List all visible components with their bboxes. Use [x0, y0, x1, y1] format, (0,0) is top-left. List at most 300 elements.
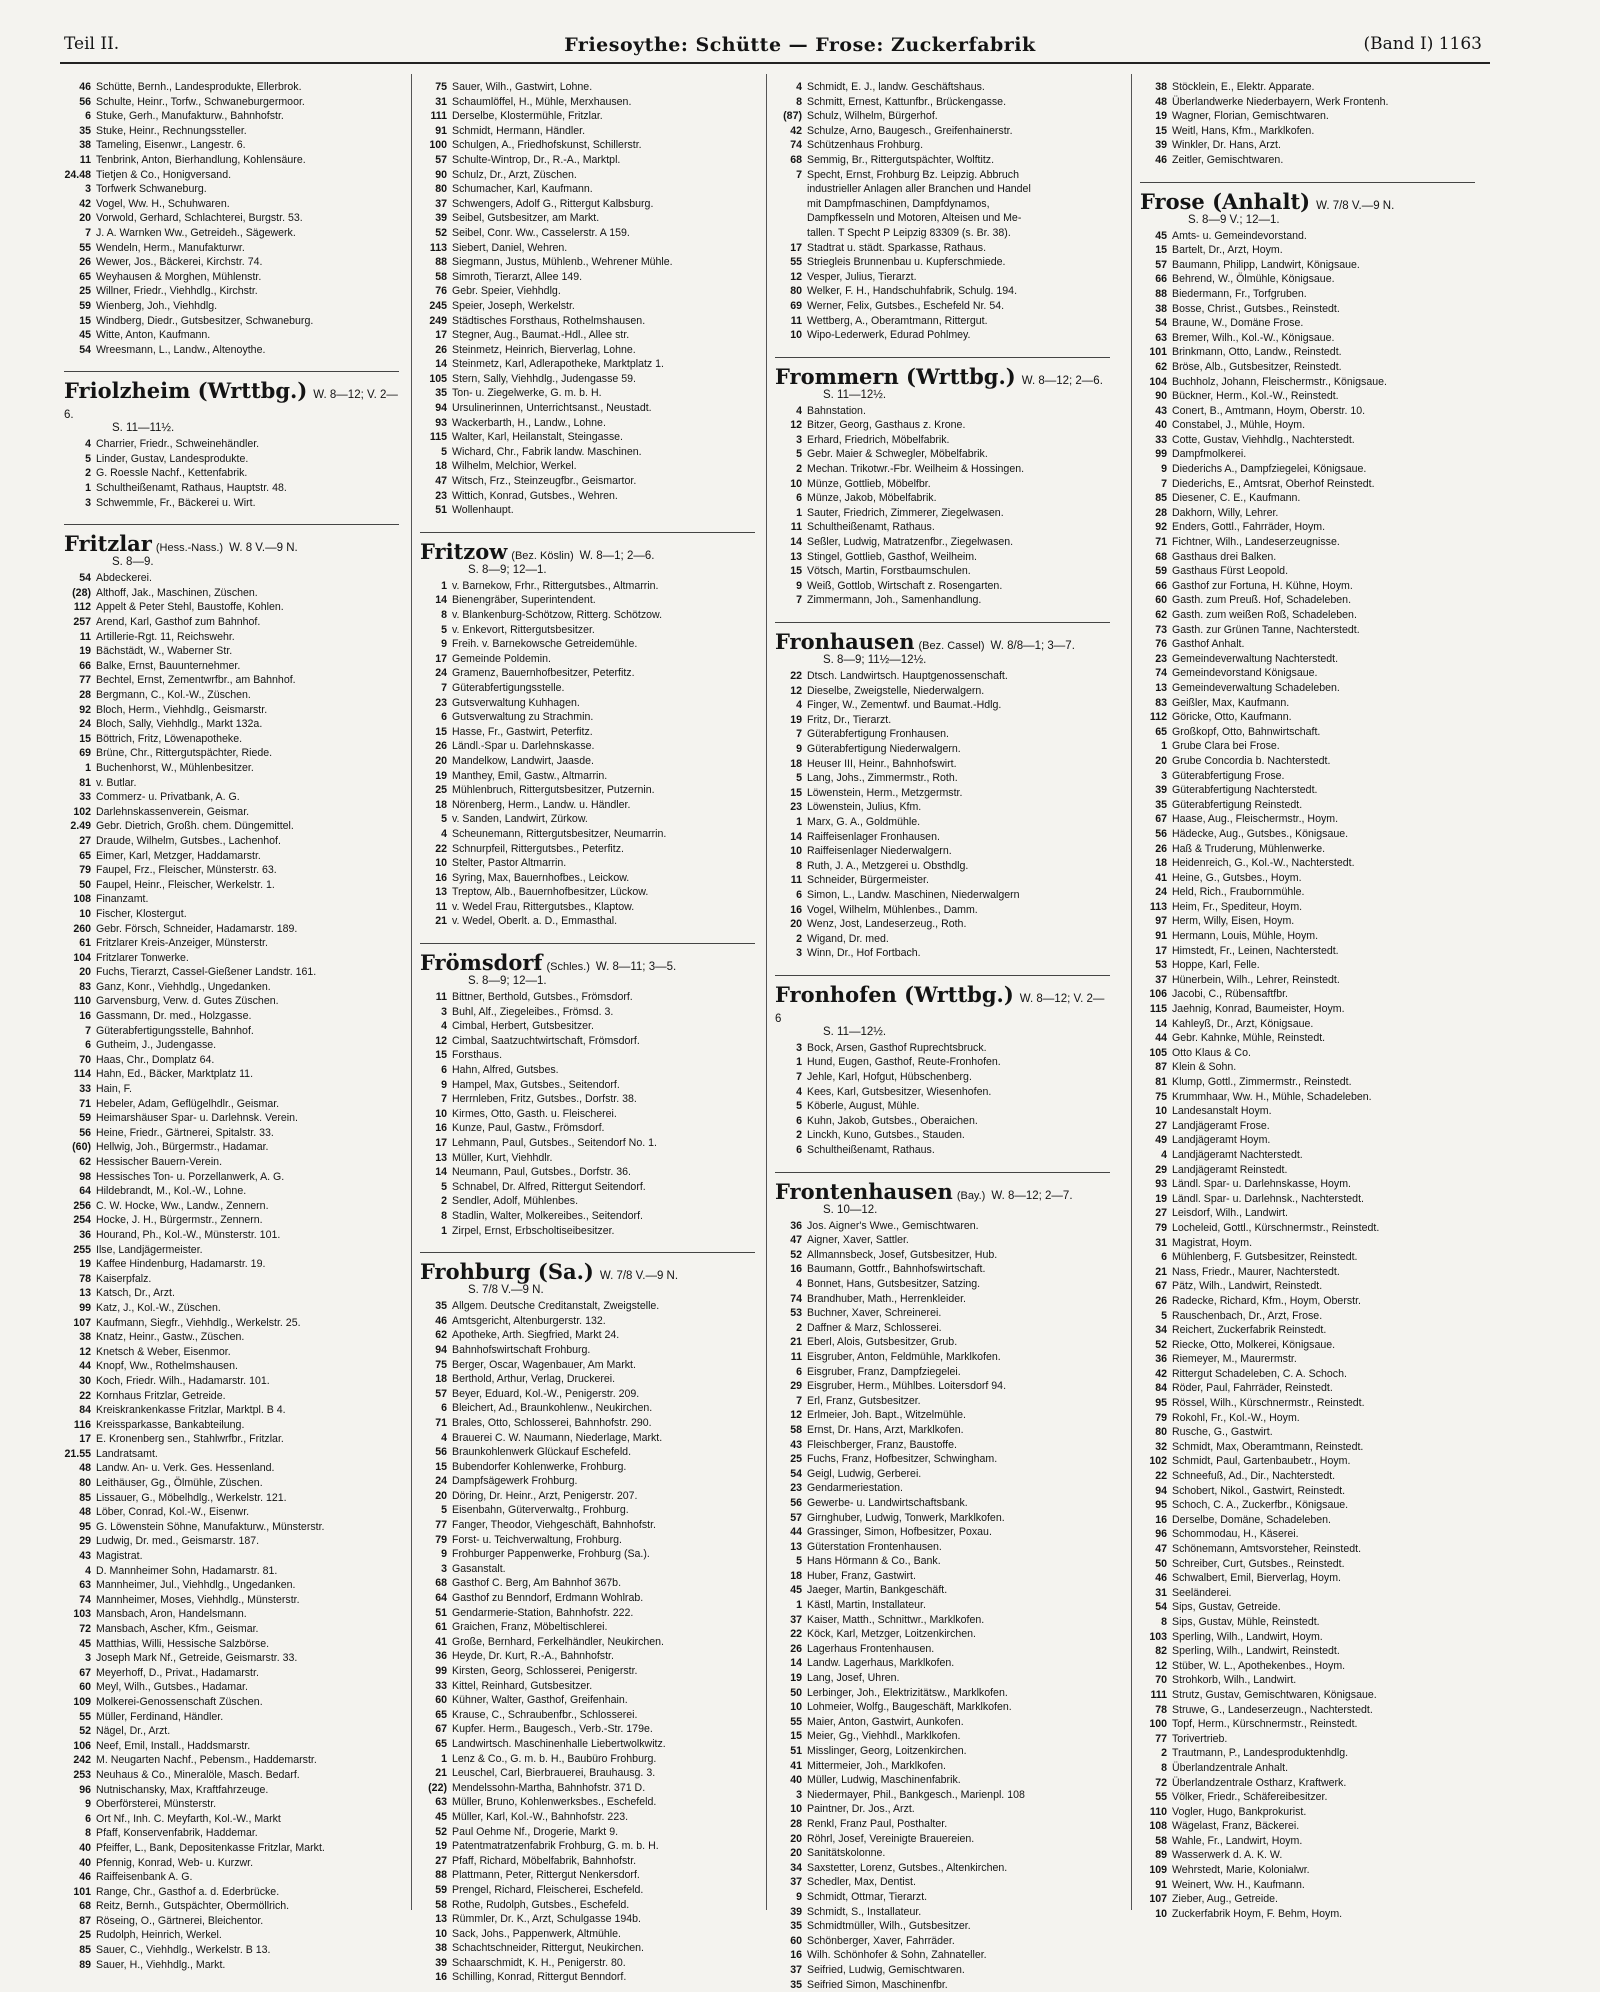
- directory-entry: [775, 684, 1110, 699]
- entry-text: Knopf, Ww., Rothelmshausen.: [96, 1359, 238, 1374]
- directory-entry: [420, 1372, 755, 1387]
- entry-text: Gemeinde Poldemin.: [452, 652, 551, 667]
- entry-text: Bahnstation.: [807, 404, 866, 419]
- directory-entry: [1140, 1892, 1475, 1907]
- entry-text: Freih. v. Barnekowsche Getreidemühle.: [452, 637, 637, 652]
- entry-text: Ursulinerinnen, Unterrichtsanst., Neustadt.: [452, 401, 652, 416]
- entry-text: Stuke, Gerh., Manufakturw., Bahnhofstr.: [96, 109, 284, 124]
- directory-entry: [1140, 1863, 1475, 1878]
- entry-text: Rümmler, Dr. K., Arzt, Schulgasse 194b.: [452, 1912, 641, 1927]
- phone-number: 41: [775, 1759, 807, 1774]
- entry-text: Wilh. Schönhofer & Sohn, Zahnateller.: [807, 1948, 987, 1963]
- phone-number: 17: [420, 328, 452, 343]
- entry-text: Gassmann, Dr. med., Holzgasse.: [96, 1009, 251, 1024]
- entry-text: Herrnleben, Fritz, Gutsbes., Dorfstr. 38.: [452, 1092, 637, 1107]
- directory-entry: [64, 746, 399, 761]
- phone-number: 19: [64, 1257, 96, 1272]
- entry-text: Wagner, Florian, Gemischtwaren.: [1172, 109, 1329, 124]
- entry-text: Böttrich, Fritz, Löwenapotheke.: [96, 732, 242, 747]
- entry-text: Reitz, Bernh., Gutspächter, Obermöllrich.: [96, 1899, 289, 1914]
- town-region: (Schles.): [546, 961, 589, 973]
- directory-entry: [1140, 124, 1475, 139]
- town-name: Friolzheim (Wrttbg.): [64, 378, 307, 403]
- phone-number: [775, 197, 807, 212]
- phone-number: 15: [420, 725, 452, 740]
- phone-number: 87: [1140, 1060, 1172, 1075]
- directory-entry: [775, 447, 1110, 462]
- entry-text: Artillerie-Rgt. 11, Reichswehr.: [96, 630, 235, 645]
- phone-number: 7: [420, 1092, 452, 1107]
- entry-text: Nutnischansky, Max, Kraftfahrzeuge.: [96, 1783, 268, 1798]
- directory-entry: [1140, 1659, 1475, 1674]
- entry-text: Tietjen & Co., Honigversand.: [96, 168, 231, 183]
- phone-number: 1: [420, 1752, 452, 1767]
- phone-number: 37: [775, 1875, 807, 1890]
- phone-number: 15: [420, 1048, 452, 1063]
- directory-entry: [64, 1140, 399, 1155]
- phone-number: 81: [1140, 1075, 1172, 1090]
- directory-entry: [64, 1257, 399, 1272]
- office-hours-weekday: W. 8 V.—9 N.: [229, 542, 298, 554]
- directory-entry: [1140, 1060, 1475, 1075]
- directory-entry: [1140, 754, 1475, 769]
- phone-number: 13: [420, 885, 452, 900]
- directory-entry: [775, 299, 1110, 314]
- entry-text: Herm, Willy, Eisen, Hoym.: [1172, 914, 1294, 929]
- entry-text: Weiß, Gottlob, Wirtschaft z. Rosengarten.: [807, 579, 1002, 594]
- phone-number: 77: [64, 673, 96, 688]
- entry-text: Rokohl, Fr., Kol.-W., Hoym.: [1172, 1411, 1300, 1426]
- entry-text: Stegner, Aug., Baumat.-Hdl., Allee str.: [452, 328, 629, 343]
- directory-entry: [1140, 1323, 1475, 1338]
- directory-entry: [775, 477, 1110, 492]
- entry-text: Röhrl, Josef, Vereinigte Brauereien.: [807, 1832, 974, 1847]
- entry-text: Fritzlarer Tonwerke.: [96, 951, 189, 966]
- entry-text: Landjägeramt Reinstedt.: [1172, 1163, 1287, 1178]
- entry-text: Köberle, August, Mühle.: [807, 1099, 919, 1114]
- entry-text: Magistrat, Hoym.: [1172, 1236, 1252, 1251]
- phone-number: 24: [1140, 885, 1172, 900]
- entry-text: Schützenhaus Frohburg.: [807, 138, 923, 153]
- phone-number: 19: [1140, 109, 1172, 124]
- entry-text: Güterabfertigungsstelle.: [452, 681, 564, 696]
- entry-text: Mannheimer, Jul., Viehhdlg., Ungedanken.: [96, 1578, 295, 1593]
- town-region: (Bez. Cassel): [918, 640, 984, 652]
- phone-number: 110: [1140, 1805, 1172, 1820]
- header-rule: [60, 62, 1490, 64]
- directory-entry: [775, 550, 1110, 565]
- phone-number: 2: [775, 1128, 807, 1143]
- phone-number: 56: [775, 1496, 807, 1511]
- entry-text: Trautmann, P., Landesproduktenhdlg.: [1172, 1746, 1348, 1761]
- phone-number: 42: [1140, 1367, 1172, 1382]
- directory-entry: [420, 1752, 755, 1767]
- phone-number: 64: [420, 1591, 452, 1606]
- phone-number: 54: [64, 343, 96, 358]
- entry-text: Wichard, Chr., Fabrik landw. Maschinen.: [452, 445, 642, 460]
- phone-number: 14: [775, 830, 807, 845]
- entry-text: Gebr. Försch, Schneider, Hadamarstr. 189.: [96, 922, 297, 937]
- directory-entry: [420, 1956, 755, 1971]
- directory-entry: [420, 489, 755, 504]
- phone-number: 99: [1140, 447, 1172, 462]
- phone-number: 24: [420, 666, 452, 681]
- directory-entry: [1140, 1265, 1475, 1280]
- entry-text: Grassinger, Simon, Hofbesitzer, Poxau.: [807, 1525, 992, 1540]
- directory-entry: [1140, 842, 1475, 857]
- phone-number: 26: [420, 739, 452, 754]
- phone-number: 54: [775, 1467, 807, 1482]
- directory-entry: [64, 644, 399, 659]
- entry-text: Schaarschmidt, K. H., Penigerstr. 80.: [452, 1956, 626, 1971]
- phone-number: 1: [775, 1598, 807, 1613]
- phone-number: 5: [64, 452, 96, 467]
- entry-text: Landw. An- u. Verk. Ges. Hessenland.: [96, 1461, 274, 1476]
- directory-entry: [1140, 900, 1475, 915]
- town-name: Frommern (Wrttbg.): [775, 364, 1016, 389]
- entry-text: Abdeckerei.: [96, 571, 152, 586]
- entry-text: Syring, Max, Bauernhofbes., Leickow.: [452, 871, 629, 886]
- phone-number: 103: [1140, 1630, 1172, 1645]
- phone-number: 98: [64, 1170, 96, 1185]
- entry-text: Schwalbert, Emil, Bierverlag, Hoym.: [1172, 1571, 1341, 1586]
- entry-text: Scheunemann, Rittergutsbesitzer, Neumarrin.: [452, 827, 666, 842]
- phone-number: 66: [64, 659, 96, 674]
- directory-entry: [1140, 944, 1475, 959]
- entry-text: Girnghuber, Ludwig, Tonwerk, Marklkofen.: [807, 1511, 1005, 1526]
- directory-entry: [64, 1067, 399, 1082]
- phone-number: 22: [1140, 1469, 1172, 1484]
- directory-entry: [1140, 885, 1475, 900]
- phone-number: 74: [64, 1593, 96, 1608]
- entry-text: Kreiskrankenkasse Fritzlar, Marktpl. B 4.: [96, 1403, 286, 1418]
- directory-entry: [1140, 1469, 1475, 1484]
- entry-text: Güterstation Frontenhausen.: [807, 1540, 942, 1555]
- phone-number: 17: [64, 1432, 96, 1447]
- entry-text: Bückner, Herm., Kol.-W., Reinstedt.: [1172, 389, 1339, 404]
- directory-entry: [64, 1286, 399, 1301]
- phone-number: 46: [420, 1314, 452, 1329]
- entry-text: Schnabel, Dr. Alfred, Rittergut Seitendorf.: [452, 1180, 646, 1195]
- entry-text: Schultheißenamt, Rathaus.: [807, 1143, 935, 1158]
- phone-number: 242: [64, 1753, 96, 1768]
- directory-entry: [1140, 1425, 1475, 1440]
- directory-entry: [1140, 433, 1475, 448]
- entry-text: Specht, Ernst, Frohburg Bz. Leipzig. Abbruch: [807, 168, 1019, 183]
- entry-text: Forst- u. Teichverwaltung, Frohburg.: [452, 1533, 622, 1548]
- entry-text: Überlandzentrale Ostharz, Kraftwerk.: [1172, 1776, 1346, 1791]
- entry-text: Hessisches Ton- u. Porzellanwerk, A. G.: [96, 1170, 284, 1185]
- directory-entry: [1140, 608, 1475, 623]
- phone-number: (60): [64, 1140, 96, 1155]
- directory-entry: [64, 138, 399, 153]
- directory-entry: [775, 1832, 1110, 1847]
- directory-entry: [1140, 1294, 1475, 1309]
- directory-entry: [64, 980, 399, 995]
- entry-text: Appelt & Peter Stehl, Baustoffe, Kohlen.: [96, 600, 284, 615]
- phone-number: 53: [775, 1306, 807, 1321]
- directory-entry: [64, 1680, 399, 1695]
- phone-number: 9: [64, 1797, 96, 1812]
- phone-number: 45: [64, 1637, 96, 1652]
- phone-number: 3: [775, 946, 807, 961]
- directory-entry: [420, 503, 755, 518]
- entry-text: Ton- u. Ziegelwerke, G. m. b. H.: [452, 386, 602, 401]
- entry-text: Schommodau, H., Käserei.: [1172, 1527, 1299, 1542]
- phone-number: 101: [64, 1885, 96, 1900]
- phone-number: 31: [420, 95, 452, 110]
- directory-entry: [1140, 652, 1475, 667]
- phone-number: 93: [420, 416, 452, 431]
- phone-number: 103: [64, 1607, 96, 1622]
- directory-entry: [64, 907, 399, 922]
- phone-number: 35: [775, 1978, 807, 1992]
- phone-number: 16: [775, 1262, 807, 1277]
- entry-text: Dampfsägewerk Frohburg.: [452, 1474, 577, 1489]
- directory-entry: [1140, 1542, 1475, 1557]
- directory-entry: [1140, 564, 1475, 579]
- phone-number: 19: [1140, 1192, 1172, 1207]
- directory-entry: [420, 1898, 755, 1913]
- phone-number: 37: [1140, 973, 1172, 988]
- phone-number: 57: [420, 153, 452, 168]
- directory-entry: [420, 372, 755, 387]
- entry-text: D. Mannheimer Sohn, Hadamarstr. 81.: [96, 1564, 277, 1579]
- entry-text: Heine, Friedr., Gärtnerei, Spitalstr. 33.: [96, 1126, 274, 1141]
- phone-number: [775, 226, 807, 241]
- phone-number: 55: [1140, 1790, 1172, 1805]
- entry-text: Stöcklein, E., Elektr. Apparate.: [1172, 80, 1315, 95]
- phone-number: 18: [420, 1372, 452, 1387]
- entry-text: Sauter, Friedrich, Zimmerer, Ziegelwasen.: [807, 506, 1004, 521]
- phone-number: 13: [1140, 681, 1172, 696]
- entry-text: Bosse, Christ., Gutsbes., Reinstedt.: [1172, 302, 1340, 317]
- entry-text: Schwengers, Adolf G., Rittergut Kalbsburg.: [452, 197, 653, 212]
- entry-text: Gasthof zu Benndorf, Erdmann Wohlrab.: [452, 1591, 643, 1606]
- entry-text: Ländl. Spar- u. Darlehnsk., Nachterstedt.: [1172, 1192, 1364, 1207]
- entry-text: Charrier, Friedr., Schweinehändler.: [96, 437, 259, 452]
- entry-text: Löwenstein, Julius, Kfm.: [807, 800, 921, 815]
- phone-number: 19: [775, 713, 807, 728]
- phone-number: 20: [420, 1489, 452, 1504]
- entry-text: Gemeindeverwaltung Schadeleben.: [1172, 681, 1340, 696]
- directory-entry: [64, 615, 399, 630]
- phone-number: 57: [775, 1511, 807, 1526]
- directory-entry: [1140, 827, 1475, 842]
- directory-entry: [420, 1927, 755, 1942]
- phone-number: 10: [64, 907, 96, 922]
- phone-number: 62: [64, 1155, 96, 1170]
- phone-number: 79: [1140, 1221, 1172, 1236]
- entry-text: Klump, Gottl., Zimmermstr., Reinstedt.: [1172, 1075, 1352, 1090]
- entry-text: Willner, Friedr., Viehhdlg., Kirchstr.: [96, 284, 258, 299]
- directory-entry: [775, 138, 1110, 153]
- directory-entry: [1140, 710, 1475, 725]
- entry-text: Beyer, Eduard, Kol.-W., Penigerstr. 209.: [452, 1387, 639, 1402]
- directory-entry: [64, 1739, 399, 1754]
- entry-text: Schulz, Dr., Arzt, Züschen.: [452, 168, 577, 183]
- directory-entry: [420, 1445, 755, 1460]
- entry-text: Heim, Fr., Spediteur, Hoym.: [1172, 900, 1302, 915]
- directory-entry: [775, 564, 1110, 579]
- entry-text: Niedermayer, Phil., Bankgesch., Marienpl. 108: [807, 1788, 1025, 1803]
- phone-number: 7: [1140, 477, 1172, 492]
- phone-number: 60: [1140, 593, 1172, 608]
- entry-text: Kees, Karl, Gutsbesitzer, Wiesenhofen.: [807, 1085, 991, 1100]
- directory-entry: [64, 109, 399, 124]
- directory-entry: [775, 1642, 1110, 1657]
- phone-number: 33: [64, 1082, 96, 1097]
- phone-number: 4: [64, 1564, 96, 1579]
- entry-text: Ländl. Spar- u. Darlehnskasse, Hoym.: [1172, 1177, 1351, 1192]
- phone-number: 10: [1140, 1104, 1172, 1119]
- directory-entry: [64, 1301, 399, 1316]
- entry-text: Diederichs, E., Amtsrat, Oberhof Reinstedt.: [1172, 477, 1375, 492]
- directory-entry: [775, 1948, 1110, 1963]
- phone-number: 44: [775, 1525, 807, 1540]
- directory-entry: [1140, 404, 1475, 419]
- directory-entry: [1140, 1600, 1475, 1615]
- directory-entry: [420, 1121, 755, 1136]
- phone-number: 47: [775, 1233, 807, 1248]
- entry-text: Struwe, G., Landeserzeugn., Nachterstedt.: [1172, 1703, 1373, 1718]
- phone-number: 108: [64, 892, 96, 907]
- phone-number: 30: [64, 1374, 96, 1389]
- phone-number: 52: [420, 1825, 452, 1840]
- entry-text: Schulte, Heinr., Torfw., Schwaneburgermoor.: [96, 95, 305, 110]
- directory-entry: [64, 1534, 399, 1549]
- directory-entry: [775, 1423, 1110, 1438]
- directory-entry: [1140, 418, 1475, 433]
- phone-number: 48: [64, 1505, 96, 1520]
- entry-text: Schmidt, Max, Oberamtmann, Reinstedt.: [1172, 1440, 1363, 1455]
- entry-text: Gramenz, Bauernhofbesitzer, Peterfitz.: [452, 666, 635, 681]
- phone-number: 80: [1140, 1425, 1172, 1440]
- phone-number: 79: [1140, 1411, 1172, 1426]
- phone-number: 116: [64, 1418, 96, 1433]
- phone-number: 56: [1140, 827, 1172, 842]
- entry-text: Raiffeisenlager Niederwalgern.: [807, 844, 952, 859]
- phone-number: 52: [64, 1724, 96, 1739]
- entry-text: Müller, Bruno, Kohlenwerksbes., Eschefeld.: [452, 1795, 656, 1810]
- phone-number: 67: [1140, 1279, 1172, 1294]
- phone-number: 99: [64, 1301, 96, 1316]
- phone-number: 25: [420, 783, 452, 798]
- phone-number: 38: [420, 1941, 452, 1956]
- directory-entry: [775, 1070, 1110, 1085]
- directory-entry: [775, 1540, 1110, 1555]
- entry-text: Neumann, Paul, Gutsbes., Dorfstr. 36.: [452, 1165, 631, 1180]
- entry-text: Hoppe, Karl, Felle.: [1172, 958, 1260, 973]
- phone-number: 24.48: [64, 168, 96, 183]
- phone-number: 44: [64, 1359, 96, 1374]
- directory-entry: [64, 892, 399, 907]
- phone-number: 8: [420, 1209, 452, 1224]
- directory-entry: [1140, 1717, 1475, 1732]
- entry-text: Schulte-Wintrop, Dr., R.-A., Marktpl.: [452, 153, 620, 168]
- entry-text: Radecke, Richard, Kfm., Hoym, Oberstr.: [1172, 1294, 1361, 1309]
- phone-number: 26: [64, 255, 96, 270]
- phone-number: 80: [775, 284, 807, 299]
- town-region: (Bez. Köslin): [511, 550, 573, 562]
- phone-number: 19: [64, 644, 96, 659]
- phone-number: 27: [64, 834, 96, 849]
- directory-entry: [420, 241, 755, 256]
- phone-number: 20: [775, 917, 807, 932]
- entry-text: Derselbe, Klostermühle, Fritzlar.: [452, 109, 603, 124]
- phone-number: 11: [775, 520, 807, 535]
- entry-text: Siebert, Daniel, Wehren.: [452, 241, 567, 256]
- phone-number: 6: [64, 109, 96, 124]
- phone-number: 9: [420, 1547, 452, 1562]
- phone-number: 4: [1140, 1148, 1172, 1163]
- entry-text: Schumacher, Karl, Kaufmann.: [452, 182, 593, 197]
- phone-number: 55: [775, 255, 807, 270]
- directory-entry: [420, 1092, 755, 1107]
- directory-entry: [64, 1009, 399, 1024]
- directory-entry: [1140, 258, 1475, 273]
- entry-text: Schmitt, Ernest, Kattunfbr., Brückengasse.: [807, 95, 1006, 110]
- phone-number: 14: [420, 593, 452, 608]
- column-divider: [411, 74, 412, 1910]
- phone-number: 70: [1140, 1673, 1172, 1688]
- entry-text: Knatz, Heinr., Gastw., Züschen.: [96, 1330, 244, 1345]
- phone-number: 12: [420, 1034, 452, 1049]
- directory-entry: [775, 1496, 1110, 1511]
- phone-number: 67: [420, 1722, 452, 1737]
- phone-number: 16: [775, 903, 807, 918]
- phone-number: 74: [1140, 666, 1172, 681]
- entry-text: Schwemmle, Fr., Bäckerei u. Wirt.: [96, 496, 256, 511]
- directory-entry: [64, 936, 399, 951]
- entry-text: Finger, W., Zementwf. und Baumat.-Hdlg.: [807, 698, 1001, 713]
- directory-entry: [1140, 1819, 1475, 1834]
- entry-text: Brandhuber, Math., Herrenkleider.: [807, 1292, 966, 1307]
- phone-number: 35: [775, 1919, 807, 1934]
- entry-text: Sauer, Wilh., Gastwirt, Lohne.: [452, 80, 592, 95]
- entry-text: Manthey, Emil, Gastw., Altmarrin.: [452, 769, 607, 784]
- phone-number: 75: [420, 80, 452, 95]
- directory-entry: [64, 270, 399, 285]
- directory-entry: [64, 600, 399, 615]
- phone-number: 71: [64, 1097, 96, 1112]
- phone-number: 21: [775, 1335, 807, 1350]
- entry-text: v. Enkevort, Rittergutsbesitzer.: [452, 623, 595, 638]
- entry-text: Schulz, Wilhelm, Bürgerhof.: [807, 109, 938, 124]
- entry-text: Bloch, Herm., Viehhdlg., Geismarstr.: [96, 703, 267, 718]
- directory-entry: [775, 1875, 1110, 1890]
- directory-entry: [64, 1885, 399, 1900]
- phone-number: 84: [64, 1403, 96, 1418]
- phone-number: 40: [64, 1841, 96, 1856]
- directory-entry: [775, 859, 1110, 874]
- entry-text: Lenz & Co., G. m. b. H., Baubüro Frohburg.: [452, 1752, 656, 1767]
- phone-number: 10: [775, 844, 807, 859]
- directory-entry: [1140, 1746, 1475, 1761]
- directory-entry: [420, 1693, 755, 1708]
- directory-entry: [420, 1664, 755, 1679]
- entry-text: Meyl, Wilh., Gutsbes., Hadamar.: [96, 1680, 248, 1695]
- entry-text: Buchholz, Johann, Fleischermstr., Königsaue.: [1172, 375, 1387, 390]
- phone-number: 69: [775, 299, 807, 314]
- entry-text: Mansbach, Aron, Handelsmann.: [96, 1607, 247, 1622]
- directory-entry: [420, 842, 755, 857]
- directory-entry: [64, 1856, 399, 1871]
- entry-text: Plattmann, Peter, Rittergut Nenkersdorf.: [452, 1868, 640, 1883]
- entry-text: Landjägeramt Hoym.: [1172, 1133, 1270, 1148]
- page-header: [0, 34, 1600, 62]
- directory-entry: [64, 1243, 399, 1258]
